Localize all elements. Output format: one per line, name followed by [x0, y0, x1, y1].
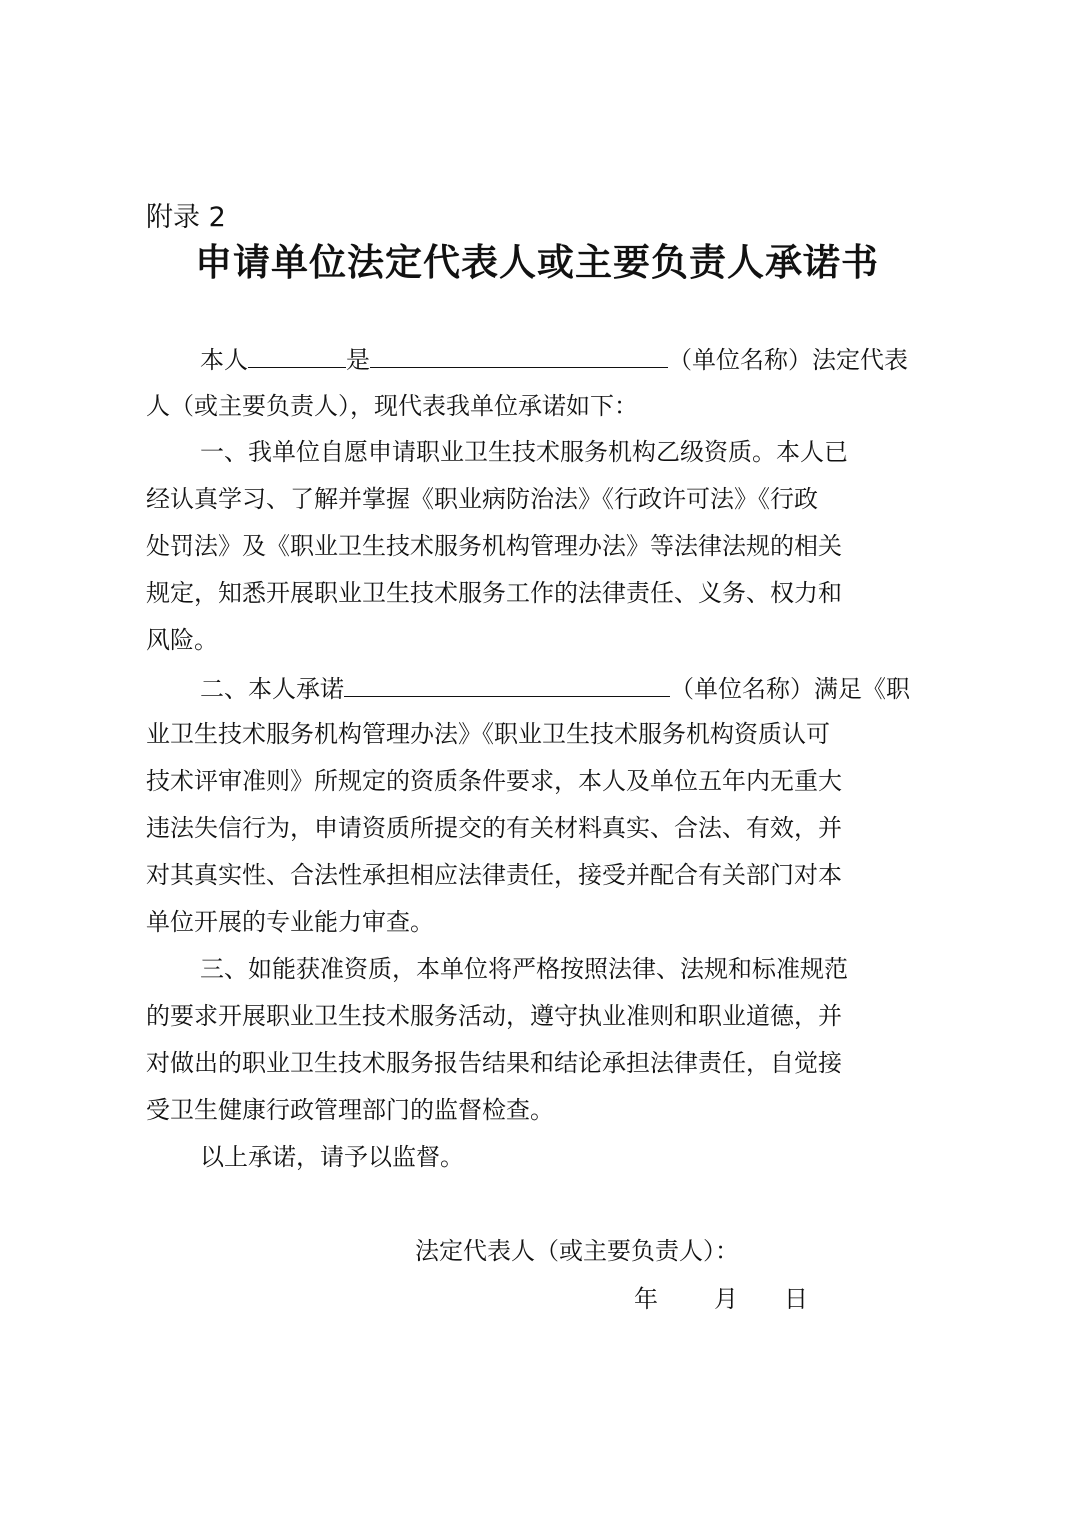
signature-month: 月: [714, 1285, 738, 1313]
clause3-line-2: 的要求开展职业卫生技术服务活动，遵守执业准则和职业道德，并: [146, 1002, 842, 1030]
clause3-line-3: 对做出的职业卫生技术服务报告结果和结论承担法律责任，自觉接: [146, 1049, 842, 1077]
intro-is-word: 是: [346, 346, 370, 374]
document-title: 申请单位法定代表人或主要负责人承诺书: [195, 240, 879, 284]
clause2-line-6: 单位开展的专业能力审查。: [146, 908, 434, 936]
clause2-prefix: 二、本人承诺: [200, 675, 344, 703]
clause1-line-2: 经认真学习、了解并掌握《职业病防治法》《行政许可法》《行政: [146, 485, 818, 513]
clause2-line-1: [200, 670, 910, 706]
appendix-label: 附录 2: [146, 202, 226, 233]
clause1-line-3: 处罚法》及《职业卫生技术服务机构管理办法》等法律法规的相关: [146, 532, 842, 560]
clause3-line-1: 三、如能获准资质，本单位将严格按照法律、法规和标准规范: [200, 955, 848, 983]
clause1-line-5: 风险。: [146, 626, 218, 654]
clause3-line-4: 受卫生健康行政管理部门的监督检查。: [146, 1096, 554, 1124]
intro-line-2: 人（或主要负责人），现代表我单位承诺如下：: [146, 392, 638, 420]
clause2-unit-note: （单位名称）满足《职: [670, 675, 910, 703]
name-blank[interactable]: [248, 341, 346, 368]
clause1-line-4: 规定，知悉开展职业卫生技术服务工作的法律责任、义务、权力和: [146, 579, 842, 607]
clause2-line-4: 违法失信行为，申请资质所提交的有关材料真实、合法、有效，并: [146, 814, 842, 842]
intro-prefix: 本人: [200, 346, 248, 374]
intro-line-1: [200, 341, 908, 377]
signature-day: 日: [784, 1285, 808, 1313]
clause2-line-5: 对其真实性、合法性承担相应法律责任，接受并配合有关部门对本: [146, 861, 842, 889]
intro-unit-note: （单位名称）法定代表: [668, 346, 908, 374]
unit-name-blank-2[interactable]: [344, 670, 670, 697]
clause2-line-2: 业卫生技术服务机构管理办法》《职业卫生技术服务机构资质认可: [146, 720, 830, 748]
closing-line: 以上承诺，请予以监督。: [200, 1143, 464, 1171]
signature-label: 法定代表人（或主要负责人）：: [415, 1237, 739, 1265]
unit-name-blank-1[interactable]: [370, 341, 668, 368]
clause1-line-1: 一、我单位自愿申请职业卫生技术服务机构乙级资质。本人已: [200, 438, 848, 466]
signature-year: 年: [634, 1285, 658, 1313]
clause2-line-3: 技术评审准则》所规定的资质条件要求，本人及单位五年内无重大: [146, 767, 842, 795]
